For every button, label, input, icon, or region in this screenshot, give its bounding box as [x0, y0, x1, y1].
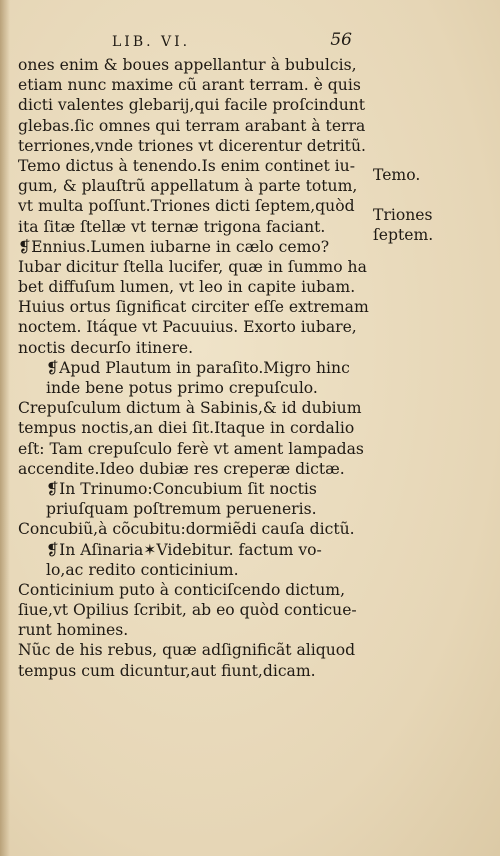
text-line: etiam nunc maxime cũ arant terram. è quis [18, 76, 361, 95]
page-number: 56 [330, 30, 352, 50]
running-header [112, 30, 352, 52]
text-line: Nũc de his rebus, quæ adſignificãt aliquod [18, 641, 356, 660]
text-line: ❡Ennius.Lumen iubarne in cælo cemo? [18, 237, 330, 256]
text-line: runt homines. [18, 621, 129, 640]
text-line: glebas.ſic omnes qui terram arabant à terra [18, 116, 366, 135]
text-line: gum, & plauſtrũ appellatum à parte totum, [18, 177, 358, 196]
text-line: lo,ac redito conticinium. [46, 560, 239, 579]
text-line: vt multa poſſunt.Triones dicti ſeptem,quòd [18, 197, 355, 216]
marginal-note-text: Triones [373, 206, 433, 224]
text-line: ❡Apud Plautum in paraſito.Migro hinc [46, 358, 350, 377]
text-line: Crepuſculum dictum à Sabinis,& id dubium [18, 399, 362, 418]
text-line: noctis decurſo itinere. [18, 338, 194, 357]
text-line: ita ſitæ ſtellæ vt ternæ trigona faciant. [18, 217, 326, 236]
text-line: dicti valentes glebarij,qui facile proſcindunt [18, 96, 366, 115]
text-line: inde bene potus primo crepuſculo. [46, 379, 318, 397]
text-line: ones enim & boues appellantur à bubulcis, [18, 56, 357, 74]
marginal-note-triones [373, 205, 493, 245]
main-text-block [18, 55, 370, 681]
text-line: Huius ortus ſignificat circiter eſſe extremam [18, 298, 369, 317]
text-line: Iubar dicitur ſtella lucifer, quæ in ſummo ha [18, 257, 367, 276]
text-line: priuſquam poſtremum perueneris. [46, 500, 317, 519]
text-line: tempus noctis,an diei ſit.Itaque in cordalio [18, 419, 355, 438]
text-line: accendite.Ideo dubiæ res creperæ dictæ. [18, 459, 345, 478]
text-line: eſt: Tam crepuſculo ferè vt ament lampadas [18, 439, 364, 458]
running-head: LIB. VI. [112, 34, 191, 50]
page-gutter-shadow [0, 0, 10, 856]
text-line: Conticinium puto à conticiſcendo dictum, [18, 580, 346, 599]
marginal-note-text: ſeptem. [373, 226, 434, 245]
text-line: terriones,vnde triones vt dicerentur detritũ. [18, 136, 366, 155]
text-line: Temo dictus à tenendo.Is enim continet iu‑ [18, 156, 355, 175]
text-line: bet diffuſum lumen, vt leo in capite iubam. [18, 278, 356, 297]
text-line: noctem. Itáque vt Pacuuius. Exorto iubare, [18, 318, 357, 337]
marginal-note-text: Temo. [373, 166, 421, 184]
text-line: Concubiũ,à cõcubitu:dormiẽdi cauſa dictũ. [18, 520, 355, 539]
text-line: ſiue,vt Opilius ſcribit, ab eo quòd conticue‑ [18, 601, 357, 620]
marginal-note-temo [373, 165, 493, 185]
text-line: ❡In Aſinaria✶Videbitur. factum vo‑ [46, 540, 322, 559]
text-line: tempus cum dicuntur,aut fiunt,dicam. [18, 661, 316, 680]
text-line: ❡In Trinumo:Concubium ſit noctis [46, 479, 317, 498]
